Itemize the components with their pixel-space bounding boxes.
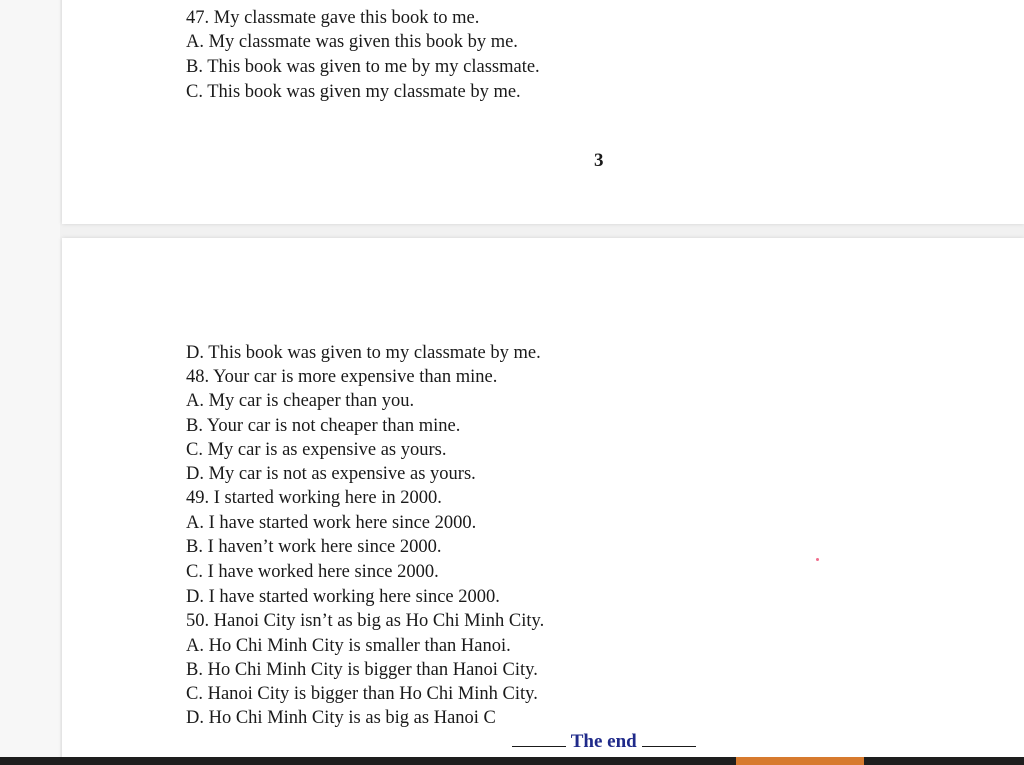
taskbar [0, 757, 1024, 765]
page-number: 3 [594, 150, 604, 171]
question-48-option-b: B. Your car is not cheaper than mine. [186, 416, 461, 436]
question-50-stem: 50. Hanoi City isn’t as big as Ho Chi Minh City. [186, 611, 545, 631]
question-47-option-d: D. This book was given to my classmate by me. [186, 343, 541, 363]
question-50-option-d: D. Ho Chi Minh City is as big as Hanoi C [186, 708, 496, 728]
question-49-option-d: D. I have started working here since 2000. [186, 587, 500, 607]
stray-dot-mark [816, 558, 819, 561]
question-48-option-d: D. My car is not as expensive as yours. [186, 464, 476, 484]
question-47-option-b: B. This book was given to me by my classmate. [186, 57, 540, 77]
question-49-stem: 49. I started working here in 2000. [186, 488, 442, 508]
end-blank-right [642, 732, 696, 747]
end-label: The end [570, 731, 637, 752]
question-48-option-c: C. My car is as expensive as yours. [186, 440, 447, 460]
question-49-option-c: C. I have worked here since 2000. [186, 562, 439, 582]
question-47-option-c: C. This book was given my classmate by me. [186, 82, 521, 102]
end-marker [512, 731, 696, 753]
question-50-option-c: C. Hanoi City is bigger than Ho Chi Minh City. [186, 684, 538, 704]
viewer-left-gutter [0, 0, 60, 765]
taskbar-active-item[interactable] [736, 757, 864, 765]
question-48-option-a: A. My car is cheaper than you. [186, 391, 415, 411]
question-50-option-a: A. Ho Chi Minh City is smaller than Hanoi. [186, 636, 511, 656]
document-page-4 [62, 238, 1024, 760]
question-47-stem: 47. My classmate gave this book to me. [186, 8, 480, 28]
question-50-option-b: B. Ho Chi Minh City is bigger than Hanoi City. [186, 660, 538, 680]
end-blank-left [512, 732, 566, 747]
question-49-option-b: B. I haven’t work here since 2000. [186, 537, 442, 557]
question-47-option-a: A. My classmate was given this book by me. [186, 32, 518, 52]
question-49-option-a: A. I have started work here since 2000. [186, 513, 477, 533]
document-page-3 [62, 0, 1024, 224]
question-48-stem: 48. Your car is more expensive than mine. [186, 367, 498, 387]
